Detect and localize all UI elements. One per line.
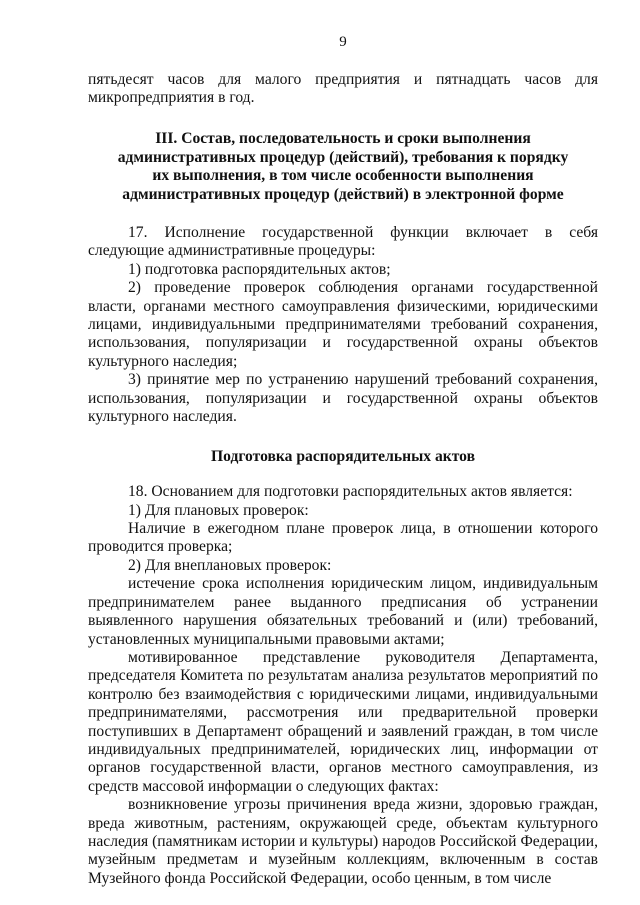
list-item-2: 2) проведение проверок соблюдения органами государственной власти, органами местного самоуправления физическими, юридическими лицами, индивидуальными предпринимателями требований сохранения, использования, популяризации и государственной охраны объектов культурного наследия;	[88, 279, 598, 370]
section-heading-line: III. Состав, последовательность и сроки выполнения	[155, 129, 531, 147]
section-heading-line: их выполнения, в том числе особенности выполнения	[152, 167, 534, 185]
planned-checks-basis: Наличие в ежегодном плане проверок лица, в отношении которого проводится проверка;	[88, 520, 598, 556]
section-body	[88, 224, 598, 426]
page-number: 9	[339, 34, 347, 50]
paragraph-17: 17. Исполнение государственной функции включает в себя следующие административные процедуры:	[88, 224, 598, 260]
list-item-3: 3) принятие мер по устранению нарушений требований сохранения, использования, популяризации и государственной охраны объектов культурного наследия.	[88, 371, 598, 426]
unplanned-basis-1: истечение срока исполнения юридическим лицом, индивидуальным предпринимателем ранее выданного предписания об устранении выявленного нарушения обязательных требований и (или) требований, установленных муниципальными правовыми актами;	[88, 575, 598, 648]
paragraph-18: 18. Основанием для подготовки распорядительных актов является:	[128, 483, 573, 501]
planned-checks-label: 1) Для плановых проверок:	[128, 501, 309, 519]
subsection-body	[88, 483, 598, 888]
list-item-1: 1) подготовка распорядительных актов;	[128, 260, 391, 278]
section-heading-line: административных процедур (действий), требования к порядку	[117, 148, 569, 166]
subheading: Подготовка распорядительных актов	[210, 448, 476, 466]
lead-paragraph: пятьдесят часов для малого предприятия и пятнадцать часов для микропредприятия в год.	[88, 71, 598, 107]
unplanned-basis-2: мотивированное представление руководителя Департамента, председателя Комитета по результатам анализа результатов мероприятий по контролю без взаимодействия с юридическими лицами, индивидуальными предпринимателями, рассмотрения или предварительной проверки поступивших в Департамент обращений и заявлений граждан, в том числе индивидуальных предпринимателей, юридических лиц, информации от органов государственной власти, органов местного самоуправления, из средств массовой информации о следующих фактах:	[88, 648, 598, 795]
section-heading	[88, 130, 598, 205]
section-heading-line: административных процедур (действий) в электронной форме	[122, 186, 564, 204]
unplanned-checks-label: 2) Для внеплановых проверок:	[128, 556, 332, 574]
unplanned-basis-3: возникновение угрозы причинения вреда жизни, здоровью граждан, вреда животным, растениям, окружающей среде, объектам культурного наследия (памятникам истории и культуры) народов Российской Федерации, музейным предметам и музейным коллекциям, включенным в состав Музейного фонда Российской Федерации, особо ценным, в том числе	[88, 796, 598, 887]
